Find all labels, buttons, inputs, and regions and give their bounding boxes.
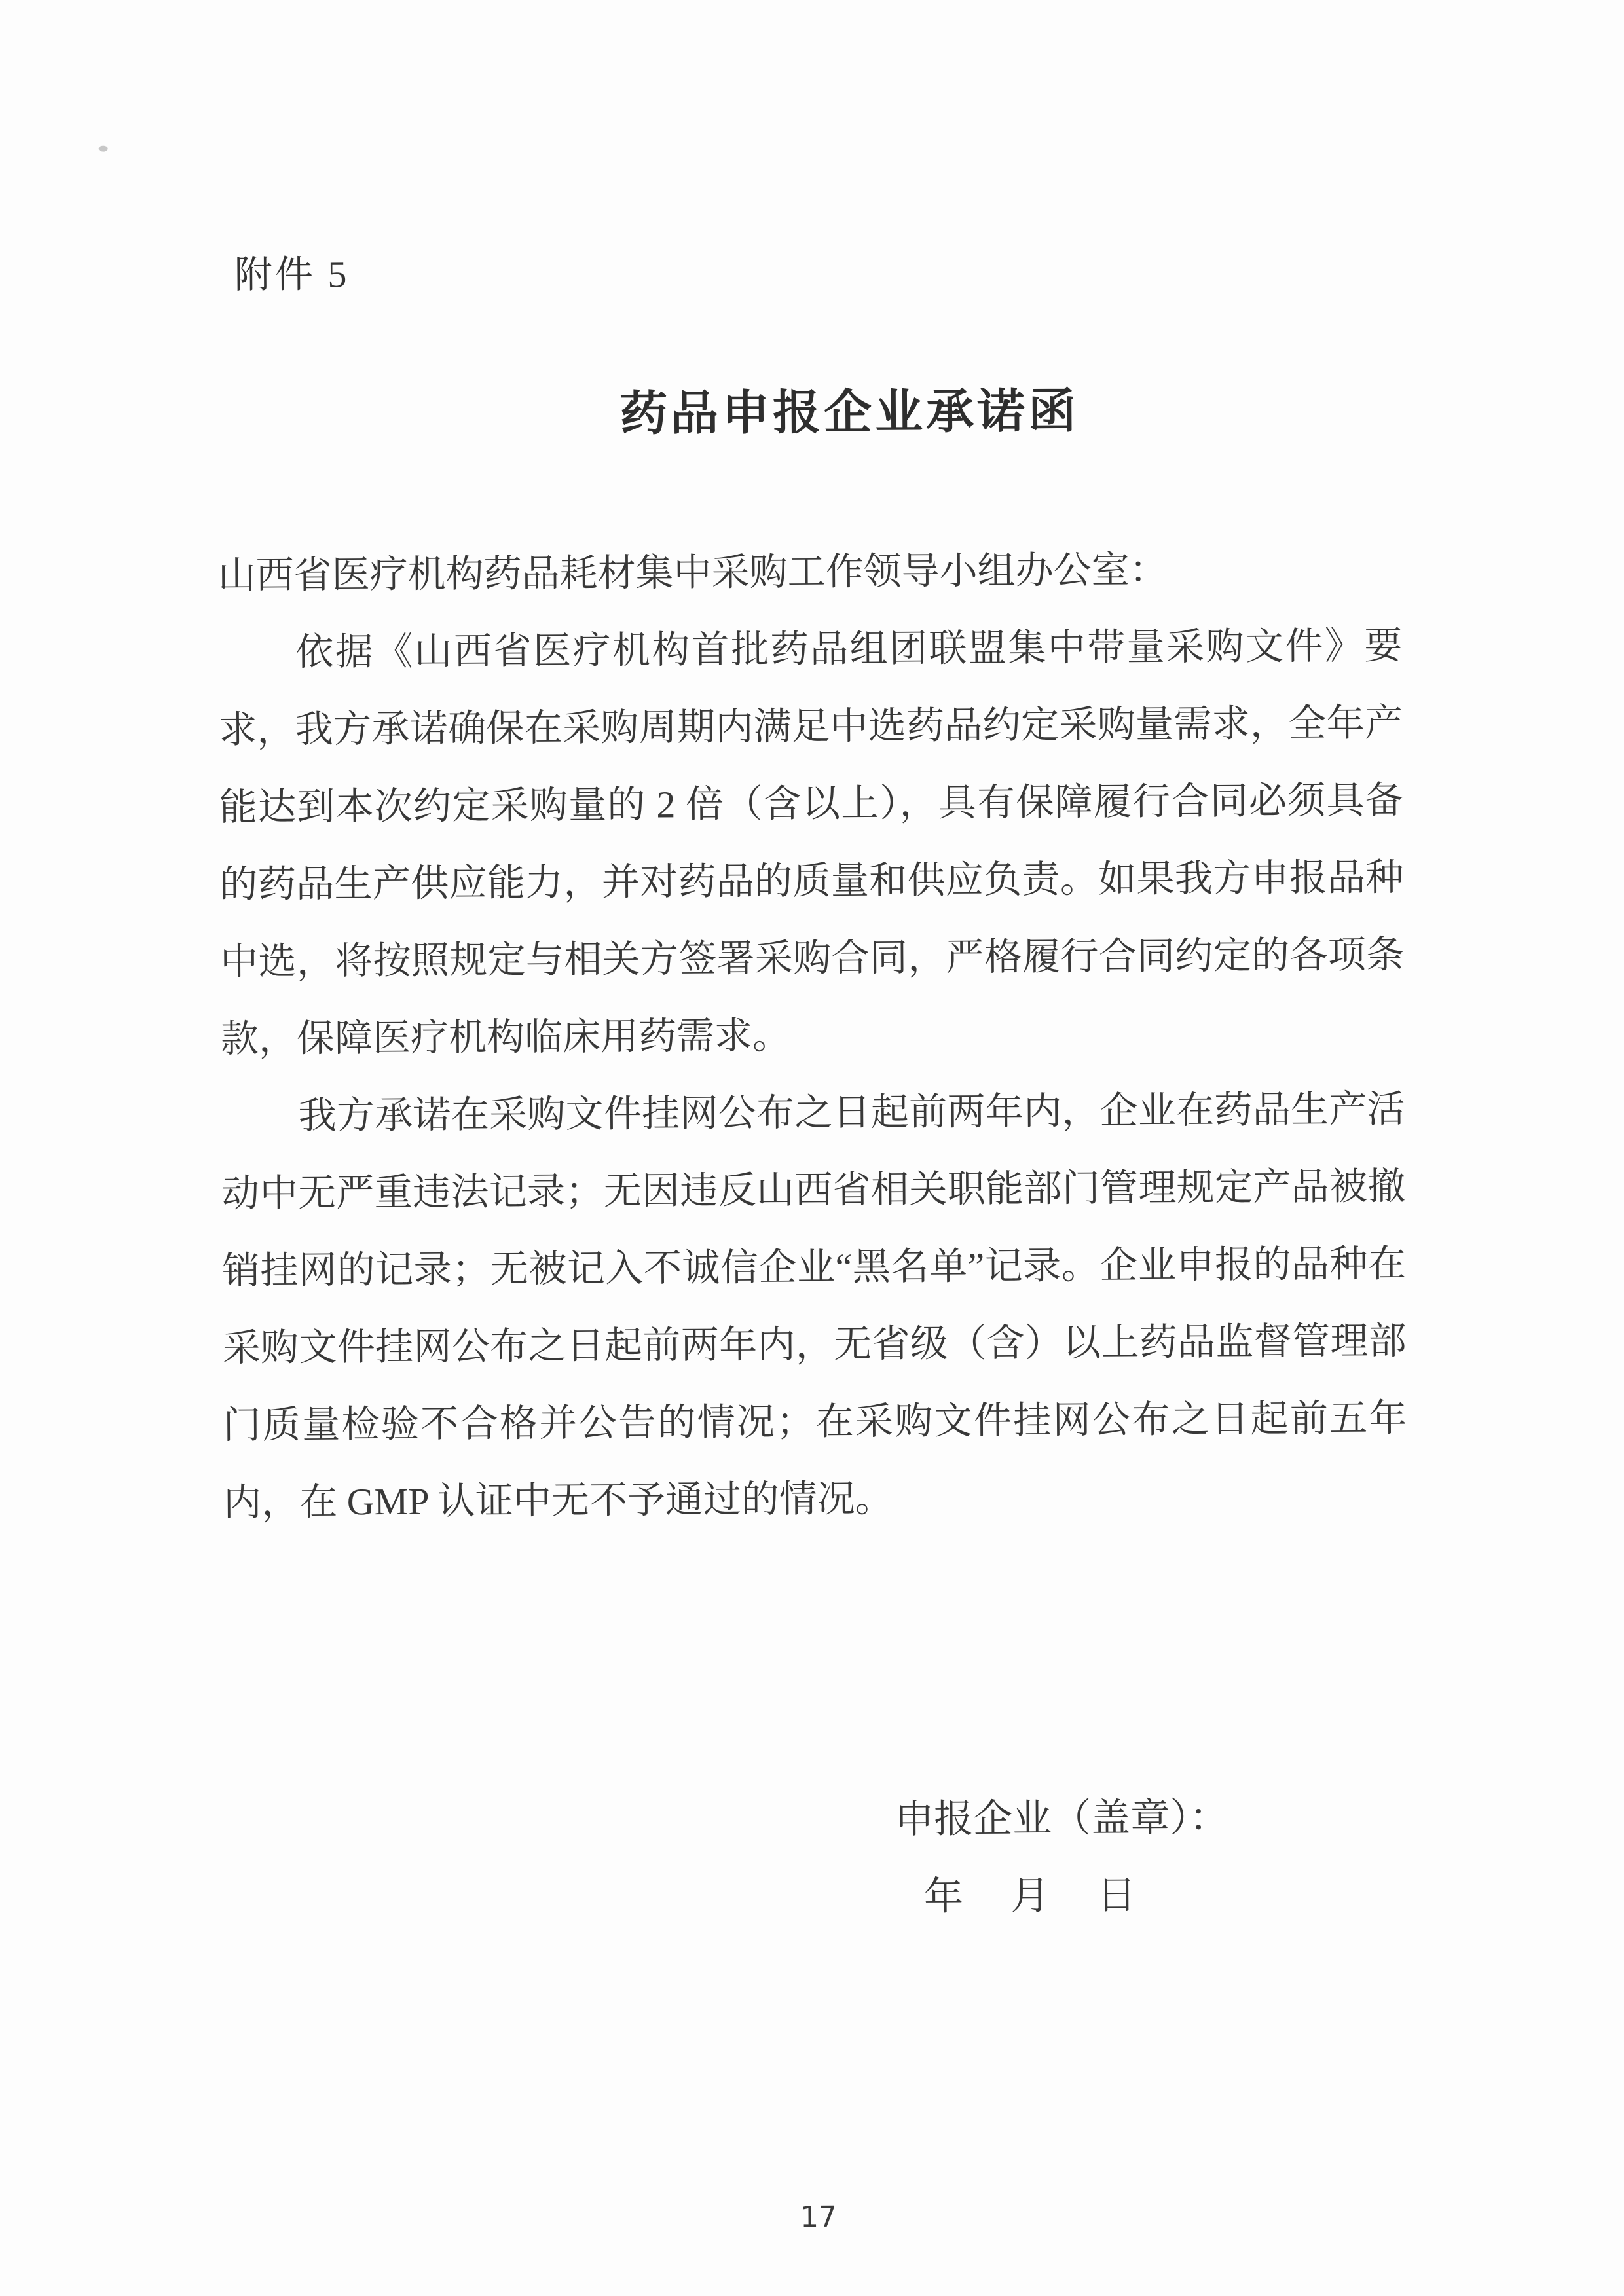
document-title: 药品申报企业承诺函 <box>619 384 1080 441</box>
scan-artifact-dot <box>99 146 108 152</box>
signature-date-line: 年 月 日 <box>923 1873 1141 1918</box>
attachment-label: 附件 5 <box>234 253 350 297</box>
signature-company-seal-line: 申报企业（盖章）： <box>895 1796 1229 1842</box>
paragraph-commitment-compliance: 我方承诺在采购文件挂网公布之日起前两年内，企业在药品生产活动中无严重违法记录；无因违反山西省相关职能部门管理规定产品被撤销挂网的记录；无被记入不诚信企业“黑名单”记录。企业申报的品种在采购文件挂网公布之日起前两年内，无省级（含）以上药品监督管理部门质量检验不合格并公告的情况；在采购文件挂网公布之日起前五年内，在 GMP 认证中无不予通过的情况。 <box>221 1087 1407 1524</box>
salutation-line: 山西省医疗机构药品耗材集中采购工作领导小组办公室： <box>217 548 1168 597</box>
signature-block <box>225 1777 1410 1939</box>
page-number: 17 <box>800 2200 838 2234</box>
document-body <box>217 530 1407 1541</box>
paragraph-commitment-supply: 依据《山西省医疗机构首批药品组团联盟集中带量采购文件》要求，我方承诺确保在采购周期内满足中选药品约定采购量需求，全年产能达到本次约定采购量的 2 倍（含以上），具有保障履行合同必须具备的药品生产供应能力，并对药品的质量和供应负责。如果我方申报品种中选，将按照规定与相关方签署采购合同，严格履行合同约定的各项条款，保障医疗机构临床用药需求。 <box>218 624 1405 1061</box>
